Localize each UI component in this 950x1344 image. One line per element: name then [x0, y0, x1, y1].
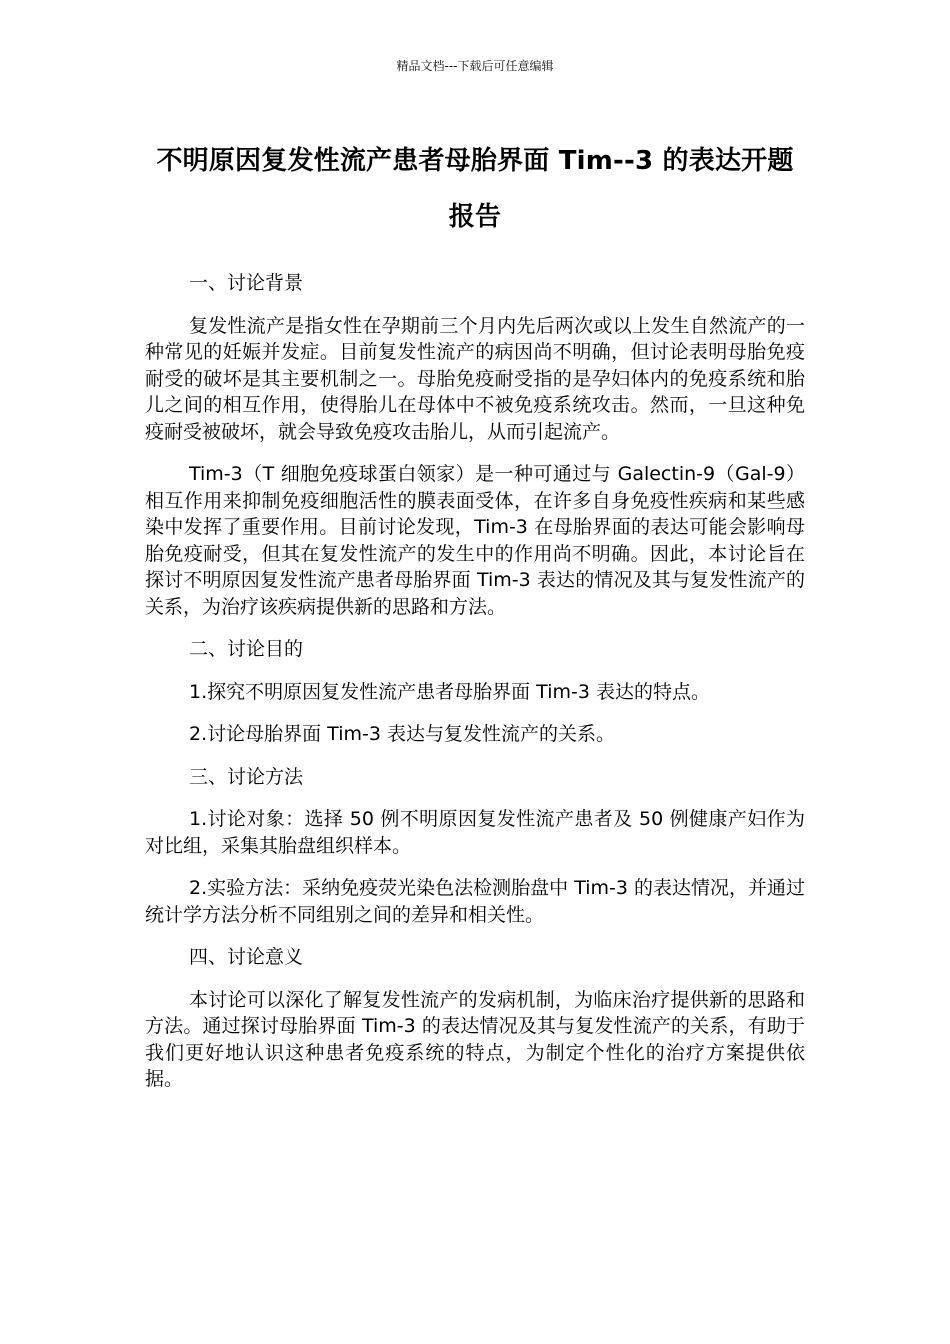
- section-heading-background: 一、讨论背景: [189, 272, 304, 294]
- section-heading-methods: 三、讨论方法: [189, 765, 304, 788]
- background-paragraph-2: Tim-3（T 细胞免疫球蛋白领家）是一种可通过与 Galectin-9（Gal-9）相互作用来抑制免疫细胞活性的膜表面受体，在许多自身免疫性疾病和某些感染中发挥了重要作用。目前讨论发现，Tim-3 在母胎界面的表达可能会影响母胎免疫耐受，但其在复发性流产的发生中的作用尚不明确。因此，本讨论旨在探讨不明原因复发性流产患者母胎界面 Tim-3 表达的情况及其与复发性流产的关系，为治疗该疾病提供新的思路和方法。: [145, 463, 805, 618]
- section-heading-significance: 四、讨论意义: [189, 946, 304, 968]
- background-paragraph-1: 复发性流产是指女性在孕期前三个月内先后两次或以上发生自然流产的一种常见的妊娠并发症。目前复发性流产的病因尚不明确，但讨论表明母胎免疫耐受的破坏是其主要机制之一。母胎免疫耐受指的是孕妇体内的免疫系统和胎儿之间的相互作用，使得胎儿在母体中不被免疫系统攻击。然而，一旦这种免疫耐受被破坏，就会导致免疫攻击胎儿，从而引起流产。: [145, 314, 805, 443]
- purpose-item-1: 1.探究不明原因复发性流产患者母胎界面 Tim-3 表达的特点。: [189, 680, 710, 703]
- methods-item-2: 2.实验方法：采纳免疫荧光染色法检测胎盘中 Tim-3 的表达情况，并通过统计学方法分析不同组别之间的差异和相关性。: [145, 877, 805, 926]
- purpose-item-2: 2.讨论母胎界面 Tim-3 表达与复发性流产的关系。: [189, 723, 615, 745]
- section-heading-purpose: 二、讨论目的: [189, 638, 304, 660]
- methods-item-1: 1.讨论对象：选择 50 例不明原因复发性流产患者及 50 例健康产妇作为对比组，采集其胎盘组织样本。: [145, 808, 805, 857]
- document-body: [145, 270, 805, 1109]
- header-note: 精品文档---下载后可任意编辑: [396, 59, 554, 73]
- significance-paragraph: 本讨论可以深化了解复发性流产的发病机制，为临床治疗提供新的思路和方法。通过探讨母胎界面 Tim-3 的表达情况及其与复发性流产的关系，有助于我们更好地认识这种患者免疫系统的特点，为制定个性化的治疗方案提供依据。: [145, 988, 805, 1090]
- document-title: 不明原因复发性流产患者母胎界面 Tim--3 的表达开题报告: [156, 146, 794, 232]
